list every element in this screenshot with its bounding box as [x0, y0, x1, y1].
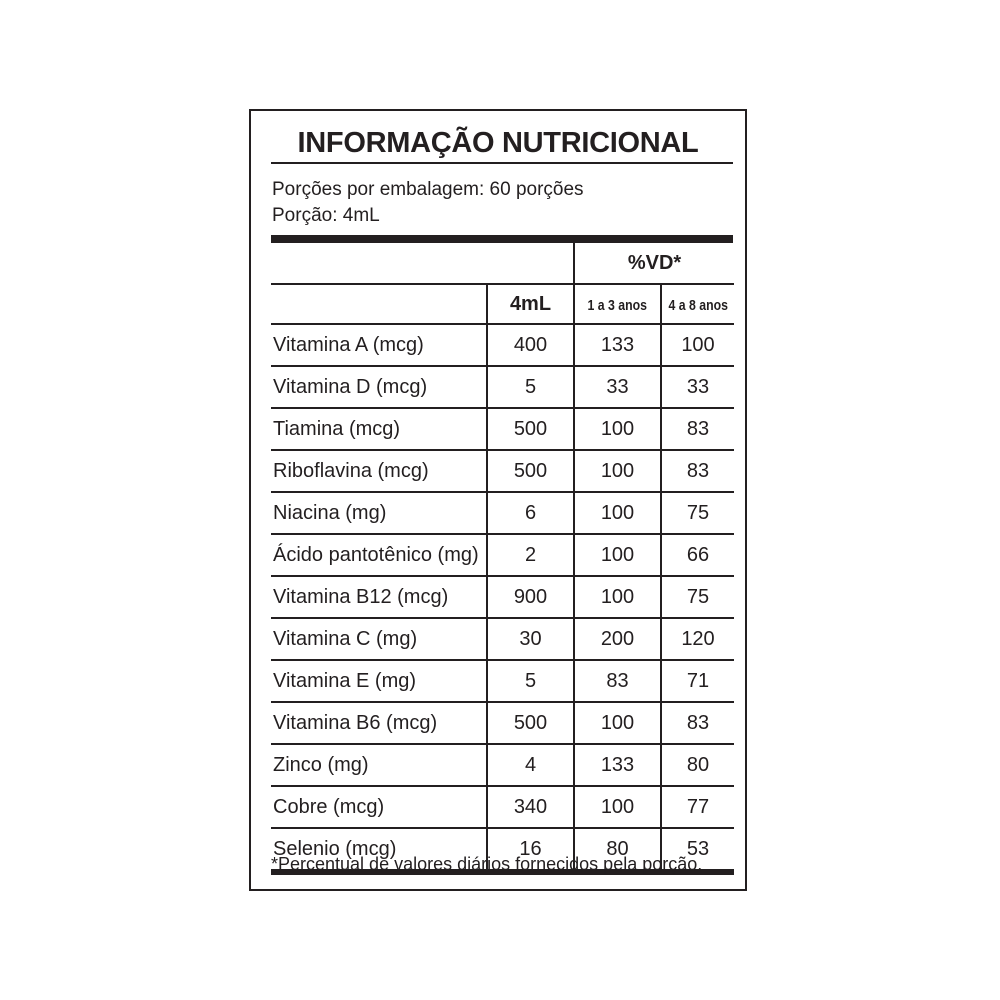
thick-divider	[271, 235, 733, 243]
nutrient-row	[271, 660, 734, 702]
age-group-1-label: 1 a 3 anos	[587, 296, 648, 314]
vd-header: %VD*	[574, 243, 734, 284]
nutrient-name: Vitamina B6 (mcg)	[273, 711, 438, 734]
vd-1-3: 200	[574, 618, 661, 660]
vd-4-8: 100	[661, 324, 734, 366]
nutrient-amount: 16	[487, 828, 574, 872]
vd-1-3: 100	[574, 534, 661, 576]
nutrient-name: Cobre (mcg)	[273, 795, 385, 818]
vd-4-8: 83	[661, 450, 734, 492]
nutrient-row	[271, 450, 734, 492]
vd-1-3: 100	[574, 576, 661, 618]
nutrient-amount: 500	[487, 450, 574, 492]
serving-size: Porção: 4mL	[272, 205, 380, 226]
header-blank	[271, 243, 487, 284]
age-group-2-label: 4 a 8 anos	[668, 296, 729, 314]
nutrient-row	[271, 576, 734, 618]
header-row-columns	[271, 284, 734, 324]
nutrient-amount: 6	[487, 492, 574, 534]
nutrient-amount: 500	[487, 702, 574, 744]
nutrient-amount: 30	[487, 618, 574, 660]
title-divider	[271, 162, 733, 164]
nutrient-amount: 340	[487, 786, 574, 828]
vd-1-3: 100	[574, 408, 661, 450]
vd-4-8: 75	[661, 576, 734, 618]
nutrient-row	[271, 744, 734, 786]
nutrient-amount: 5	[487, 660, 574, 702]
nutrient-name: Vitamina B12 (mcg)	[273, 585, 449, 608]
nutrient-name: Zinco (mg)	[273, 753, 369, 776]
header-name-blank	[271, 284, 487, 324]
nutrient-name: Niacina (mg)	[273, 501, 387, 524]
nutrient-rows	[271, 324, 734, 872]
nutrition-label	[249, 109, 747, 891]
vd-1-3: 33	[574, 366, 661, 408]
label-title: INFORMAÇÃO NUTRICIONAL	[297, 127, 699, 159]
vd-1-3: 80	[574, 828, 661, 872]
age-group-1-header	[574, 284, 661, 324]
vd-1-3: 133	[574, 744, 661, 786]
vd-4-8: 83	[661, 408, 734, 450]
vd-4-8: 71	[661, 660, 734, 702]
vd-1-3: 100	[574, 786, 661, 828]
header-blank-amount	[487, 243, 574, 284]
header-row-vd	[271, 243, 734, 284]
nutrient-row	[271, 408, 734, 450]
nutrient-amount: 4	[487, 744, 574, 786]
vd-4-8: 80	[661, 744, 734, 786]
nutrient-name: Selenio (mcg)	[273, 837, 397, 860]
vd-4-8: 33	[661, 366, 734, 408]
nutrient-name: Ácido pantotênico (mg)	[273, 543, 479, 566]
nutrient-amount: 2	[487, 534, 574, 576]
servings-per-package: Porções por embalagem: 60 porções	[272, 179, 584, 200]
nutrient-row	[271, 492, 734, 534]
vd-1-3: 100	[574, 492, 661, 534]
nutrient-name: Vitamina A (mcg)	[273, 333, 424, 356]
vd-1-3: 83	[574, 660, 661, 702]
nutrient-row	[271, 618, 734, 660]
nutrient-row	[271, 534, 734, 576]
nutrient-amount: 500	[487, 408, 574, 450]
vd-1-3: 133	[574, 324, 661, 366]
vd-4-8: 75	[661, 492, 734, 534]
vd-4-8: 120	[661, 618, 734, 660]
nutrient-name: Vitamina E (mg)	[273, 669, 417, 692]
age-group-2-header	[661, 284, 734, 324]
nutrient-row	[271, 324, 734, 366]
vd-4-8: 83	[661, 702, 734, 744]
footnote: *Percentual de valores diários fornecidos pela porção.	[271, 854, 703, 874]
nutrient-name: Vitamina C (mg)	[273, 627, 418, 650]
nutrient-amount: 900	[487, 576, 574, 618]
vd-1-3: 100	[574, 450, 661, 492]
nutrient-name: Tiamina (mcg)	[273, 417, 401, 440]
amount-header: 4mL	[487, 284, 574, 324]
nutrient-amount: 400	[487, 324, 574, 366]
nutrient-row	[271, 366, 734, 408]
nutrient-row	[271, 786, 734, 828]
nutrient-name: Riboflavina (mcg)	[273, 459, 429, 482]
vd-4-8: 66	[661, 534, 734, 576]
vd-4-8: 77	[661, 786, 734, 828]
nutrient-amount: 5	[487, 366, 574, 408]
nutrient-name: Vitamina D (mcg)	[273, 375, 428, 398]
nutrient-row	[271, 702, 734, 744]
nutrition-table	[271, 243, 734, 875]
vd-1-3: 100	[574, 702, 661, 744]
vd-4-8: 53	[661, 828, 734, 872]
